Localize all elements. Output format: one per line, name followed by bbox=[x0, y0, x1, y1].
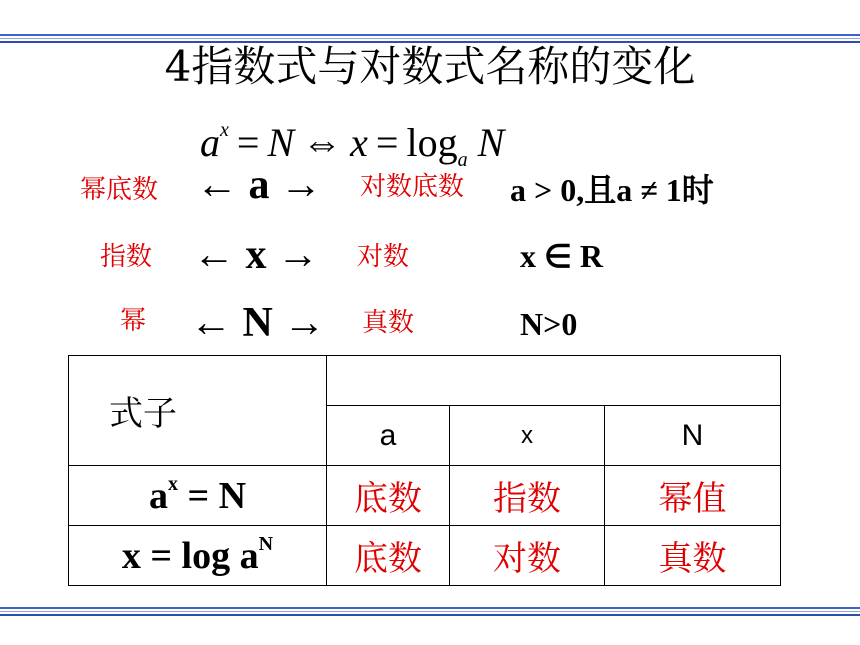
column-a: a bbox=[327, 406, 450, 466]
arrow-exponent: ← x → bbox=[193, 232, 319, 278]
condition-base: a > 0,且a ≠ 1时 bbox=[510, 172, 714, 208]
table-row bbox=[69, 466, 781, 526]
column-n: N bbox=[605, 406, 781, 466]
log-formula-cell: $x = \log a^N$ bbox=[69, 526, 327, 586]
cell-base-1: 底数 bbox=[327, 466, 450, 526]
cell-exponent: 指数 bbox=[450, 466, 605, 526]
main-formula: $a^x = N$ ⇔ $x = \log_a N$ bbox=[200, 119, 505, 171]
column-x: x bbox=[450, 406, 605, 466]
table-header-blank bbox=[327, 356, 781, 406]
label-power-base: 幂底数 bbox=[80, 175, 159, 205]
table-header-label: 式子 bbox=[69, 356, 327, 466]
cell-antilog: 真数 bbox=[605, 526, 781, 586]
label-log-base: 对数底数 bbox=[360, 172, 465, 202]
slide-title: 4指数式与对数式名称的变化 bbox=[164, 42, 696, 91]
bottom-divider bbox=[0, 607, 860, 617]
table-row bbox=[69, 526, 781, 586]
arrow-power: ← N → bbox=[190, 300, 326, 346]
condition-power: N>0 bbox=[520, 306, 578, 342]
cell-power-value: 幂值 bbox=[605, 466, 781, 526]
cell-base-2: 底数 bbox=[327, 526, 450, 586]
label-power: 幂 bbox=[120, 306, 147, 336]
cell-logarithm: 对数 bbox=[450, 526, 605, 586]
arrow-base: ← a → bbox=[196, 162, 322, 208]
exp-formula-cell: $a^x = N$ bbox=[69, 466, 327, 526]
label-logarithm: 对数 bbox=[357, 242, 410, 272]
label-exponent: 指数 bbox=[100, 242, 153, 272]
condition-exponent: x ∈ R bbox=[520, 238, 603, 274]
names-table bbox=[68, 355, 781, 586]
label-antilog: 真数 bbox=[362, 308, 415, 338]
